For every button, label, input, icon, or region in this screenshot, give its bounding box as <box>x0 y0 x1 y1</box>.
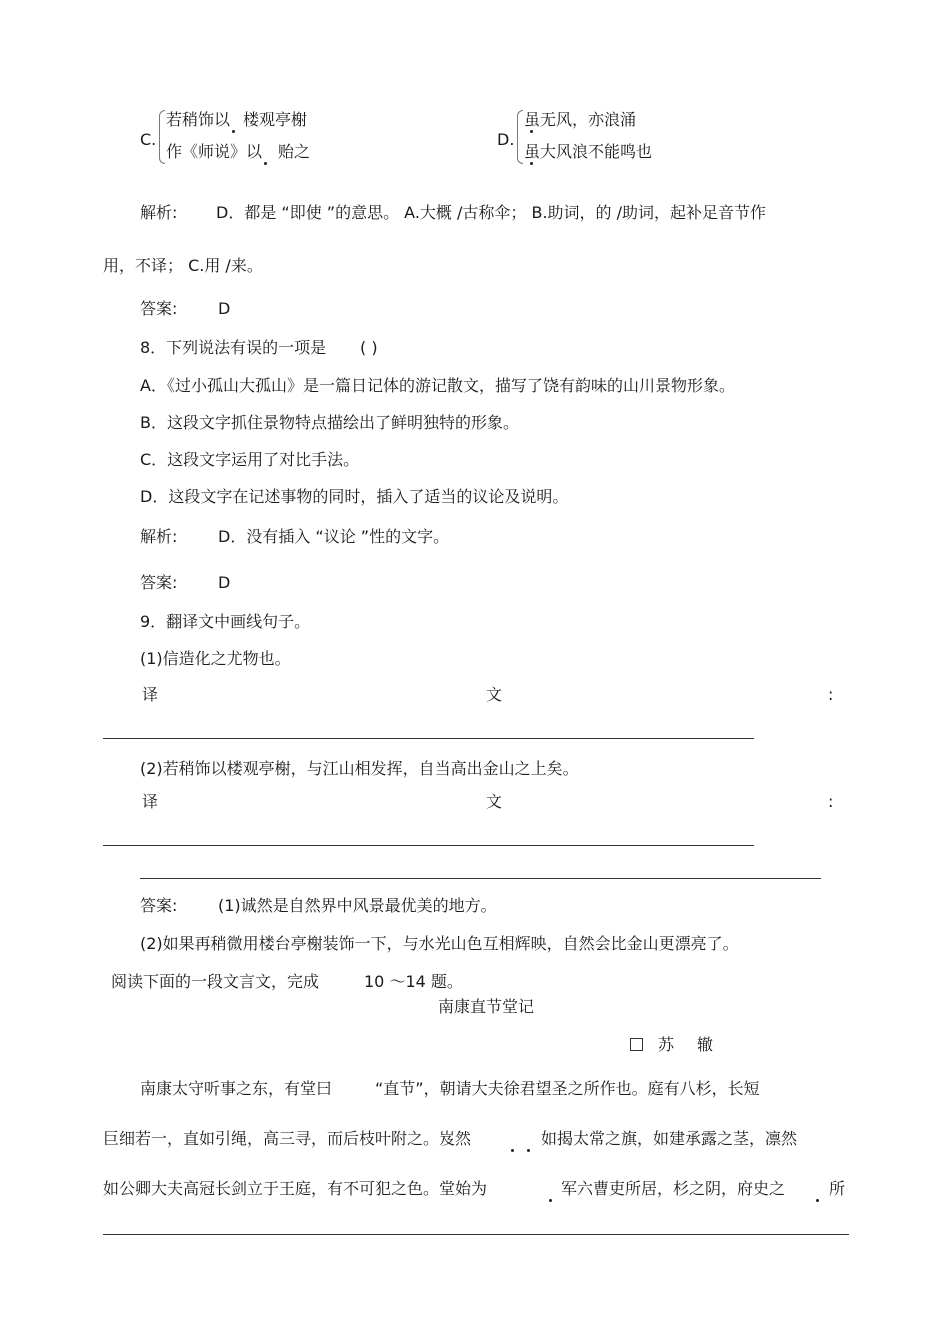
q9-sentence-2: (2)若稍饰以楼观亭榭，与江山相发挥，自当高出金山之上矣。 <box>140 759 579 778</box>
translation-label-yi: 译 <box>142 685 159 704</box>
emphasis-dot <box>530 130 533 133</box>
q8-option-b: B．这段文字抓住景物特点描绘出了鲜明独特的形象。 <box>140 413 519 432</box>
emphasis-dot <box>527 1149 530 1152</box>
q7-answer-label: 答案: <box>140 299 178 318</box>
emphasis-dot <box>530 162 533 165</box>
author-box-icon <box>630 1038 643 1051</box>
q8-answer-label: 答案: <box>140 573 178 592</box>
option-c-line2-a: 作《师说》以 <box>166 142 263 161</box>
emphasis-dot <box>816 1199 819 1202</box>
answer-blank-line <box>140 878 821 879</box>
author-name-b: 辙 <box>697 1035 714 1054</box>
passage-intro: 阅读下面的一段文言文，完成 <box>111 972 320 991</box>
answer-blank-line <box>103 738 754 739</box>
answer-blank-line <box>103 845 754 846</box>
passage-range: 10 ～14 题。 <box>364 972 463 991</box>
emphasis-dot <box>549 1199 552 1202</box>
q9-answer-2: (2)如果再稍微用楼台亭榭装饰一下，与水光山色互相辉映，自然会比金山更漂亮了。 <box>140 934 739 953</box>
q8-analysis-label: 解析: <box>140 527 178 546</box>
option-c-line1-a: 若稍饰以 <box>166 110 231 129</box>
q8-option-c: C．这段文字运用了对比手法。 <box>140 450 360 469</box>
option-c-line1-b: 楼观亭榭 <box>243 110 308 129</box>
emphasis-dot <box>232 130 235 133</box>
q8-answer: D <box>218 573 231 592</box>
option-c-line2-b: 贻之 <box>278 142 311 161</box>
author-name-a: 苏 <box>658 1035 675 1054</box>
passage-line-1: 南康太守听事之东，有堂曰 <box>140 1079 333 1098</box>
q7-answer: D <box>218 299 231 318</box>
q8-paren: ( ) <box>360 338 378 357</box>
option-d-label: D. <box>497 130 515 149</box>
passage-line-3c: 所 <box>829 1179 846 1198</box>
q8-option-a: A．《过小孤山大孤山》是一篇日记体的游记散文，描写了饶有韵味的山川景物形象。 <box>140 376 735 395</box>
passage-title: 南康直节堂记 <box>438 997 535 1016</box>
option-d-line2: 虽大风浪不能鸣也 <box>524 142 653 161</box>
q9-answer-1: (1)诚然是自然界中风景最优美的地方。 <box>218 896 497 915</box>
q7-analysis-text: D．都是 “即使 ”的意思。 A.大概 /古称伞； B.助词，的 /助词，起补足音节作 <box>216 203 767 222</box>
passage-line-1-quote: “直节”，朝请大夫徐君望圣之所作也。庭有八杉，长短 <box>375 1079 760 1098</box>
q8-option-d: D．这段文字在记述事物的同时，插入了适当的议论及说明。 <box>140 487 569 506</box>
passage-line-3b: 军六曹吏所居，杉之阴，府史之 <box>561 1179 786 1198</box>
translation-label-yi: 译 <box>142 792 159 811</box>
q9-sentence-1: (1)信造化之尤物也。 <box>140 649 291 668</box>
passage-line-2a: 巨细若一，直如引绳，高三寻，而后枝叶附之。岌然 <box>103 1129 472 1148</box>
emphasis-dot <box>264 162 267 165</box>
q7-analysis-cont: 用，不译； C.用 /来。 <box>103 256 263 275</box>
q8-stem: 8．下列说法有误的一项是 <box>140 338 327 357</box>
option-c-brace <box>159 110 165 164</box>
translation-label-wen: 文 <box>486 685 503 704</box>
passage-line-2b: 如揭太常之旗，如建承露之茎，凛然 <box>541 1129 798 1148</box>
emphasis-dot <box>511 1149 514 1152</box>
translation-colon: : <box>828 685 834 704</box>
page-bottom-rule <box>103 1234 849 1235</box>
option-d-brace <box>517 110 523 164</box>
q7-analysis-label: 解析: <box>140 203 178 222</box>
option-d-line1: 虽无风，亦浪涌 <box>524 110 637 129</box>
option-c-label: C. <box>140 130 157 149</box>
translation-colon: : <box>828 792 834 811</box>
q8-analysis-text: D．没有插入 “议论 ”性的文字。 <box>218 527 450 546</box>
passage-line-3a: 如公卿大夫高冠长剑立于王庭，有不可犯之色。堂始为 <box>103 1179 488 1198</box>
translation-label-wen: 文 <box>486 792 503 811</box>
q9-stem: 9．翻译文中画线句子。 <box>140 612 311 631</box>
q9-answer-label: 答案: <box>140 896 178 915</box>
